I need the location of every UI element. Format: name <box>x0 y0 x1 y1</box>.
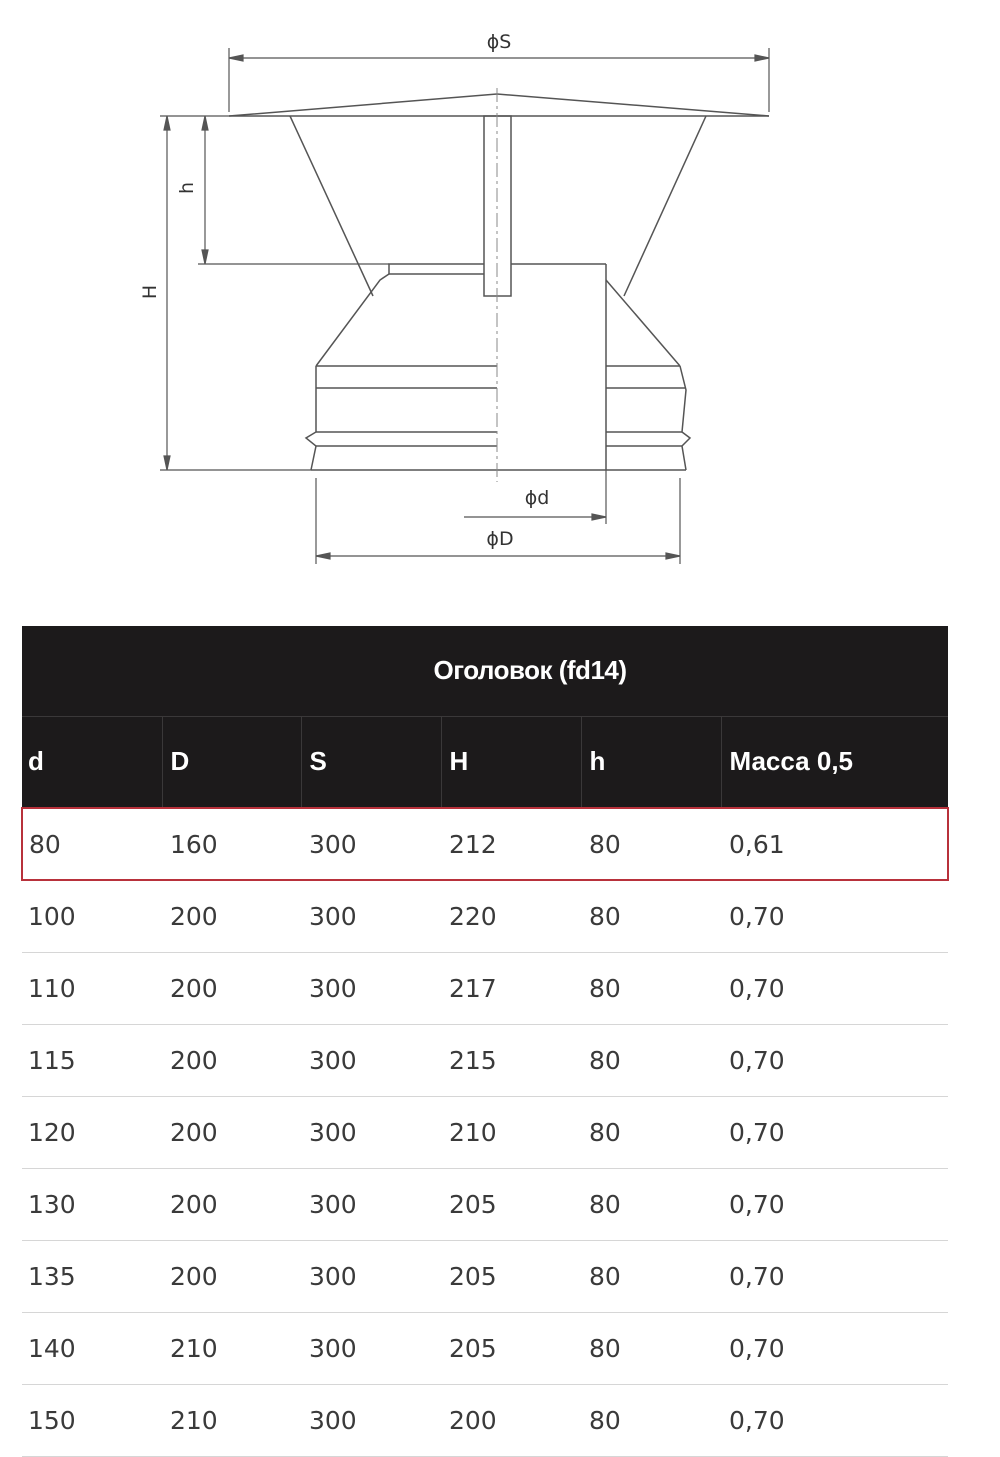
table-cell: 100 <box>22 880 162 952</box>
table-cell: 217 <box>441 952 581 1024</box>
table-cell: 80 <box>581 1312 721 1384</box>
table-row[interactable] <box>22 1384 948 1456</box>
table-cell: 205 <box>441 1168 581 1240</box>
table-cell: 220 <box>441 880 581 952</box>
table-cell: 80 <box>581 1240 721 1312</box>
table-cell: 0,70 <box>721 952 948 1024</box>
table-cell: 200 <box>162 1024 301 1096</box>
hood-right-side <box>624 116 706 296</box>
table-cell: 0,70 <box>721 880 948 952</box>
table-cell: 0,61 <box>721 808 948 880</box>
label-diameter-d: ϕd <box>524 487 550 509</box>
table-row[interactable] <box>22 880 948 952</box>
column-header-h: h <box>581 716 721 808</box>
table-cell: 0,70 <box>721 1096 948 1168</box>
table-cell: 80 <box>581 1024 721 1096</box>
table-cell: 300 <box>301 1096 441 1168</box>
table-cell: 80 <box>581 1168 721 1240</box>
table-cell: 200 <box>162 1168 301 1240</box>
table-cell: 135 <box>22 1240 162 1312</box>
table-cell: 210 <box>162 1384 301 1456</box>
table-cell: 140 <box>22 1312 162 1384</box>
table-header-row <box>22 716 948 808</box>
table-cell: 200 <box>162 952 301 1024</box>
table-cell: 0,70 <box>721 1168 948 1240</box>
table-cell: 200 <box>162 880 301 952</box>
table-cell: 205 <box>441 1240 581 1312</box>
column-header-mass: Масса 0,5 <box>721 716 948 808</box>
table-cell: 300 <box>301 808 441 880</box>
table-cell: 80 <box>581 1384 721 1456</box>
table-cell: 160 <box>162 808 301 880</box>
table-cell: 130 <box>22 1168 162 1240</box>
table-cell: 80 <box>581 880 721 952</box>
hood-left-side <box>290 116 373 296</box>
chimney-cap-diagram <box>0 0 1000 600</box>
table-cell: 120 <box>22 1096 162 1168</box>
column-header-d: d <box>22 716 162 808</box>
table-cell: 0,70 <box>721 1024 948 1096</box>
table-cell: 80 <box>581 808 721 880</box>
table-cell: 300 <box>301 1024 441 1096</box>
body-left-cone <box>316 274 389 366</box>
table-row[interactable] <box>22 1312 948 1384</box>
table-cell: 300 <box>301 1240 441 1312</box>
technical-drawing <box>0 0 1000 600</box>
table-cell: 0,70 <box>721 1312 948 1384</box>
table-cell: 210 <box>441 1096 581 1168</box>
label-height-total: H <box>139 284 161 300</box>
table-cell: 80 <box>22 808 162 880</box>
table-cell: 300 <box>301 1168 441 1240</box>
spec-table <box>21 626 949 1457</box>
table-row[interactable] <box>22 1024 948 1096</box>
table-row-selected[interactable] <box>22 808 948 880</box>
table-cell: 200 <box>162 1240 301 1312</box>
table-cell: 0,70 <box>721 1240 948 1312</box>
label-diameter-s: ϕS <box>486 31 512 53</box>
column-header-H: H <box>441 716 581 808</box>
table-cell: 115 <box>22 1024 162 1096</box>
label-height-small: h <box>176 181 198 195</box>
table-cell: 205 <box>441 1312 581 1384</box>
shell-left <box>306 366 316 470</box>
table-title: Оголовок (fd14) <box>22 626 948 716</box>
inner-collar <box>389 264 484 274</box>
table-cell: 80 <box>581 1096 721 1168</box>
column-header-S: S <box>301 716 441 808</box>
table-cell: 210 <box>162 1312 301 1384</box>
table-cell: 300 <box>301 880 441 952</box>
table-cell: 150 <box>22 1384 162 1456</box>
table-cell: 110 <box>22 952 162 1024</box>
table-row[interactable] <box>22 1096 948 1168</box>
table-cell: 80 <box>581 952 721 1024</box>
table-cell: 300 <box>301 1384 441 1456</box>
table-title-row <box>22 626 948 716</box>
table-cell: 0,70 <box>721 1384 948 1456</box>
table-cell: 300 <box>301 1312 441 1384</box>
shell-right <box>680 366 690 470</box>
table-row[interactable] <box>22 952 948 1024</box>
table-row[interactable] <box>22 1240 948 1312</box>
label-diameter-D: ϕD <box>486 528 514 550</box>
table-row[interactable] <box>22 1168 948 1240</box>
table-cell: 200 <box>441 1384 581 1456</box>
table-cell: 215 <box>441 1024 581 1096</box>
table-cell: 300 <box>301 952 441 1024</box>
table-cell: 200 <box>162 1096 301 1168</box>
column-header-D: D <box>162 716 301 808</box>
body-right-cone <box>606 280 680 366</box>
table-cell: 212 <box>441 808 581 880</box>
cap-roof <box>229 94 769 116</box>
